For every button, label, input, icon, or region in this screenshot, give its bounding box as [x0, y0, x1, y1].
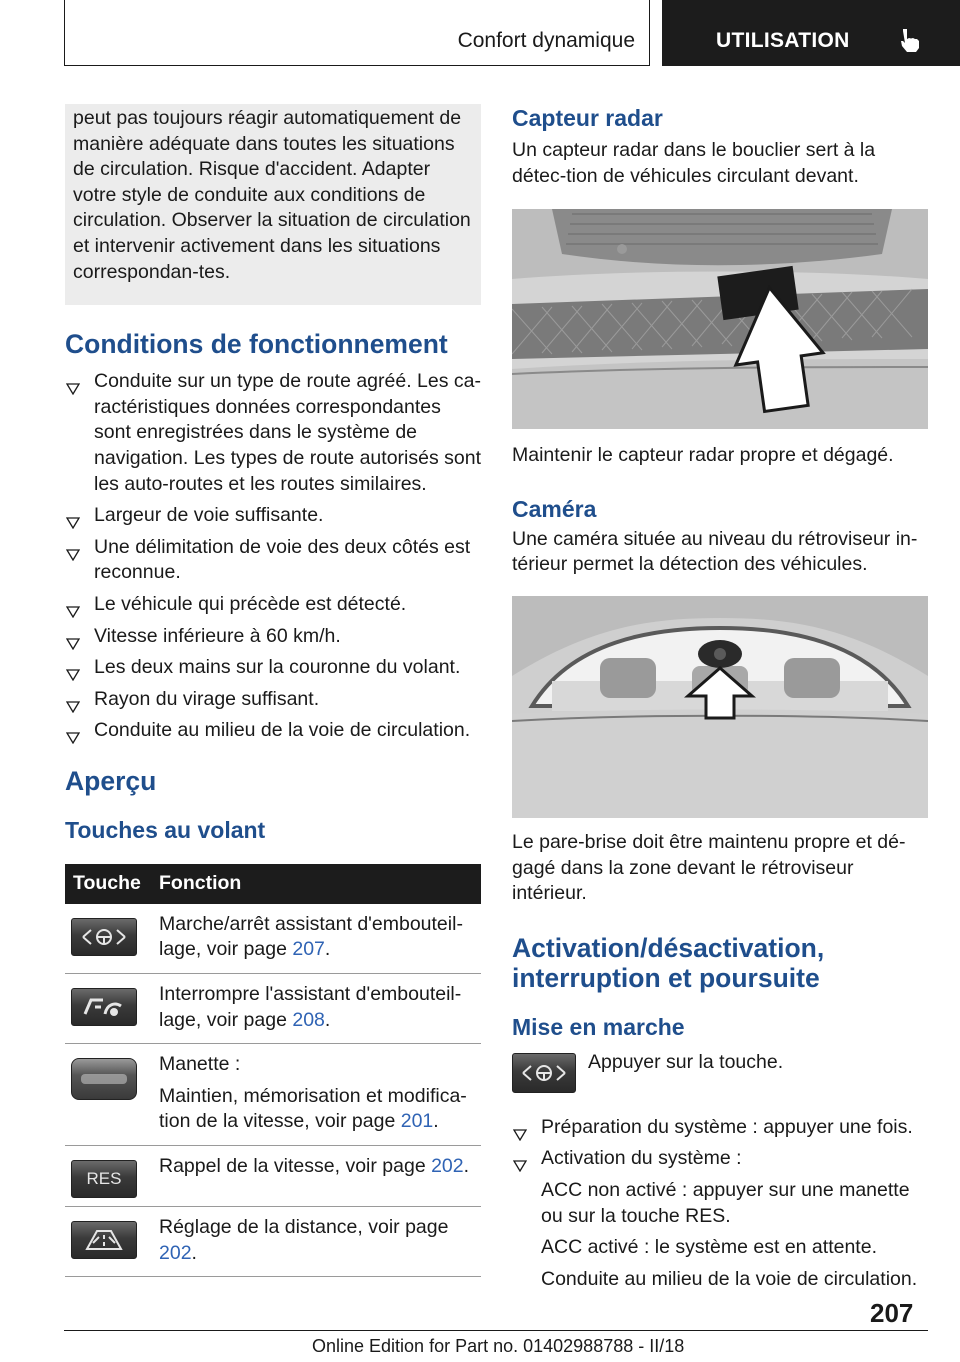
list-item-text: Les deux mains sur la couronne du volant.	[94, 656, 461, 679]
list-item-text: Largeur de voie suffisante.	[94, 504, 324, 527]
page-link[interactable]: 208	[292, 1008, 325, 1031]
radar-text: Un capteur radar dans le bouclier sert à la détec-tion de véhicules circulant devant.	[512, 139, 876, 187]
header-chapter-tab	[662, 0, 960, 66]
table-header-row	[65, 864, 481, 904]
list-item-text: Conduite sur un type de route agréé. Les ca-ractéristiques données correspondantes sont enregistrées dans le système de navigation. Les types de route autorisés sont les auto-routes et les routes similaires.	[94, 370, 481, 495]
table-row	[65, 1044, 481, 1146]
table-row	[65, 974, 481, 1044]
triangle-bullet-icon	[66, 511, 80, 537]
table-row	[65, 1146, 481, 1207]
list-item-text: Rayon du virage suffisant.	[94, 687, 320, 710]
conditions-heading: Conditions de fonctionnement	[65, 329, 448, 360]
list-item-text: Le véhicule qui précède est détecté.	[94, 592, 407, 615]
radar-caption: Maintenir le capteur radar propre et dégagé.	[512, 444, 894, 467]
function-text: Maintien, mémorisation et modifica-tion de la vitesse, voir page	[159, 1084, 467, 1133]
function-text: Rappel de la vitesse, voir page	[159, 1155, 432, 1178]
start-instruction	[512, 1049, 930, 1097]
warning-text: peut pas toujours réagir automatiquement de manière adéquate dans toutes les situations de circulation. Risque d'accident. Adapter votre style de conduite aux conditions de circulation. Observer la situation de circulation et intervenir activement dans les situations correspondan-tes.	[73, 107, 471, 283]
assistant-interrupt-icon	[71, 988, 137, 1026]
function-text: Réglage de la distance, voir page	[159, 1216, 449, 1239]
table-header-function: Fonction	[151, 864, 481, 904]
camera-heading: Caméra	[512, 495, 597, 522]
list-item	[65, 503, 481, 529]
list-item	[65, 369, 481, 497]
key-cell	[65, 974, 151, 1044]
triangle-bullet-icon	[66, 632, 80, 658]
punctuation: .	[191, 1241, 197, 1264]
page-link[interactable]: 202	[431, 1155, 464, 1178]
right-column	[512, 104, 930, 1298]
activation-heading: Activation/désactivation, interruption et poursuite	[512, 932, 825, 993]
keys-heading: Touches au volant	[65, 816, 266, 843]
camera-image	[512, 596, 928, 818]
table-row	[65, 904, 481, 974]
warning-box	[65, 104, 481, 305]
radar-heading: Capteur radar	[512, 105, 663, 131]
list-item	[65, 535, 481, 586]
res-button-icon	[71, 1160, 137, 1198]
function-text-block	[159, 1084, 473, 1135]
list-item	[65, 624, 481, 650]
list-item	[65, 687, 481, 713]
sub-step: ACC activé : le système est en attente.	[541, 1236, 877, 1259]
header-section-box	[64, 0, 650, 66]
list-item-text: Conduite au milieu de la voie de circulation.	[94, 719, 471, 742]
list-item-text: Vitesse inférieure à 60 km/h.	[94, 624, 341, 647]
punctuation: .	[463, 1155, 470, 1178]
triangle-bullet-icon	[66, 726, 80, 752]
activation-steps	[512, 1115, 930, 1293]
punctuation: .	[324, 938, 331, 961]
footer-divider	[64, 1330, 928, 1331]
camera-text: Une caméra située au niveau du rétroviseur in-térieur permet la détection des véhicules.	[512, 527, 918, 576]
camera-caption: Le pare-brise doit être maintenu propre et dé-gagé dans la zone devant le rétroviseur intérieur.	[512, 830, 906, 905]
list-item-text: Une délimitation de voie des deux côtés est reconnue.	[94, 535, 471, 584]
pointing-hand-icon	[898, 26, 924, 59]
function-text: Interrompre l'assistant d'embouteil-lage, voir page	[159, 983, 462, 1031]
list-item-text: Activation du système :	[541, 1147, 742, 1170]
function-cell	[151, 1044, 481, 1146]
list-item	[65, 655, 481, 681]
triangle-bullet-icon	[513, 1154, 527, 1180]
key-cell	[65, 1207, 151, 1277]
function-cell	[151, 904, 481, 974]
page-link[interactable]: 201	[400, 1110, 434, 1133]
assistant-on-off-icon	[71, 918, 137, 956]
triangle-bullet-icon	[513, 1123, 527, 1149]
function-label: Manette :	[159, 1053, 241, 1076]
res-label: RES	[86, 1169, 122, 1189]
list-item	[512, 1146, 930, 1292]
header-chapter-label: UTILISATION	[716, 29, 850, 52]
list-item	[65, 718, 481, 744]
triangle-bullet-icon	[66, 377, 80, 403]
steering-keys-table	[65, 864, 481, 1277]
header-section-title: Confort dynamique	[457, 29, 635, 52]
table-row	[65, 1207, 481, 1277]
key-cell	[65, 1044, 151, 1146]
left-column	[65, 104, 481, 1277]
sub-step: Conduite au milieu de la voie de circulation.	[541, 1267, 918, 1290]
triangle-bullet-icon	[66, 663, 80, 689]
function-cell	[151, 1207, 481, 1277]
list-item	[512, 1115, 930, 1141]
triangle-bullet-icon	[66, 600, 80, 626]
function-cell	[151, 974, 481, 1044]
radar-sensor-image	[512, 209, 928, 429]
conditions-list	[65, 369, 481, 744]
start-heading: Mise en marche	[512, 1013, 685, 1040]
key-cell	[65, 1146, 151, 1207]
assistant-on-off-icon	[512, 1053, 576, 1093]
list-item	[65, 592, 481, 618]
rocker-switch-icon	[71, 1058, 137, 1100]
page-link[interactable]: 207	[292, 938, 325, 961]
page-link[interactable]: 202	[159, 1241, 192, 1264]
function-text: Marche/arrêt assistant d'embouteil-lage, voir page	[159, 912, 463, 961]
punctuation: .	[433, 1110, 439, 1133]
triangle-bullet-icon	[66, 695, 80, 721]
key-cell	[65, 904, 151, 974]
list-item-text: Préparation du système : appuyer une fois.	[541, 1115, 913, 1138]
overview-heading: Aperçu	[65, 765, 157, 796]
punctuation: .	[324, 1008, 331, 1031]
sub-step: ACC non activé : appuyer sur une manette ou sur la touche RES.	[541, 1178, 910, 1227]
start-text: Appuyer sur la touche.	[588, 1050, 784, 1073]
function-cell	[151, 1146, 481, 1207]
distance-icon	[71, 1221, 137, 1259]
table-header-key: Touche	[65, 864, 151, 904]
triangle-bullet-icon	[66, 543, 80, 569]
page-number: 207	[870, 1298, 914, 1328]
footer-edition: Online Edition for Part no. 01402988788 - II/18	[312, 1336, 685, 1356]
